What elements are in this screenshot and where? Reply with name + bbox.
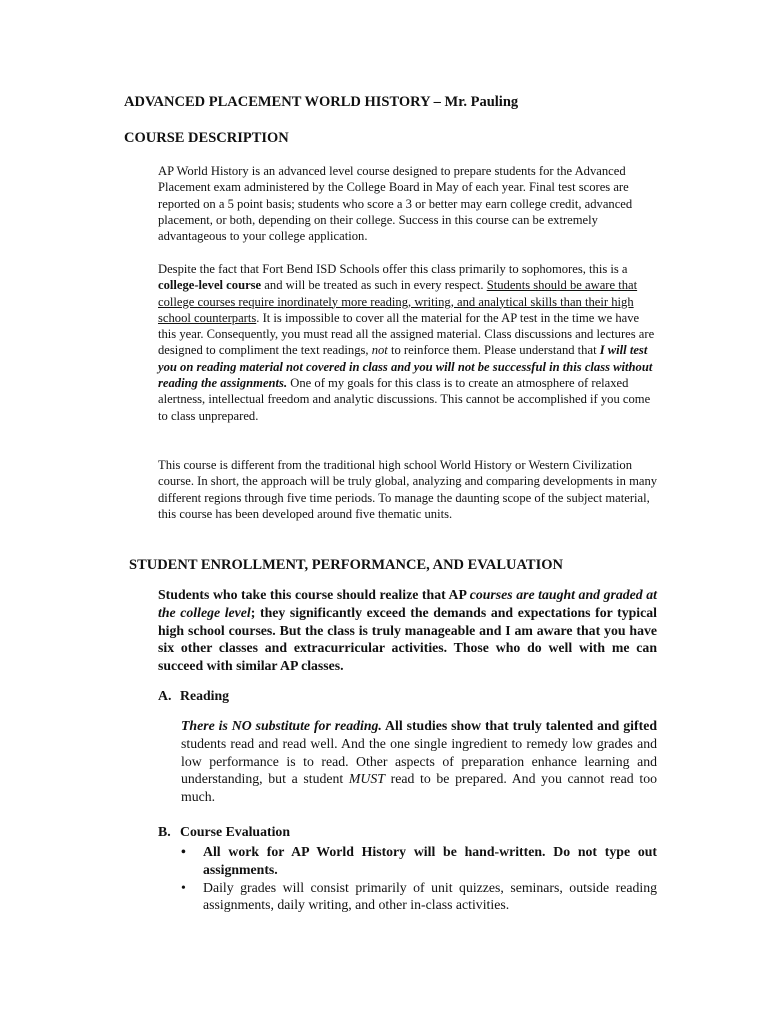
text-run: and will be treated as such in every respect. bbox=[261, 278, 487, 293]
college-level-emphasis: college-level course bbox=[158, 278, 262, 293]
no-substitute-emphasis: There is NO substitute for reading. bbox=[181, 718, 382, 733]
text-run: students read and read well. And the one single ingredient to remedy low grades and low performance is to read. Other aspects of preparation enhance learning and understanding, but a student bbox=[181, 735, 657, 787]
college-level-italic: courses are taught and graded at the college level bbox=[158, 587, 657, 620]
enrollment-intro-paragraph bbox=[158, 586, 657, 675]
bullet-text: All work for AP World History will be hand-written. Do not type out assignments. bbox=[203, 844, 657, 877]
text-run: One of my goals for this class is to create an atmosphere of relaxed alertness, intellectual freedom and analytic discussions. This cannot be accomplished if you come to class unprepared. bbox=[158, 376, 651, 423]
italic-not: not bbox=[371, 343, 388, 358]
list-item bbox=[181, 843, 657, 879]
testing-warning: I will test you on reading material not covered in class and you will not be successful in this class without reading the assignments. bbox=[158, 343, 653, 391]
evaluation-letter: B. bbox=[158, 824, 171, 839]
bullet-icon: • bbox=[181, 879, 186, 895]
underlined-statement: Students should be aware that college courses require inordinately more reading, writing, and analytical skills than their high school counterparts bbox=[158, 278, 638, 325]
course-description-paragraph-2 bbox=[158, 261, 658, 424]
reading-paragraph bbox=[181, 717, 657, 806]
must-italic: MUST bbox=[348, 771, 385, 787]
text-run: to reinforce them. Please understand that bbox=[387, 343, 600, 358]
text-run: Despite the fact that Fort Bend ISD Schools offer this class primarily to sophomores, this is a bbox=[158, 262, 628, 276]
evaluation-label: Course Evaluation bbox=[180, 824, 291, 839]
text-run: ; they significantly exceed the demands and expectations for typical high school courses. But the class is truly manageable and I am aware that you have six other classes and extracurricular activities. Those who do well with me can succeed with similar AP classes. bbox=[158, 604, 657, 674]
bullet-text: Daily grades will consist primarily of unit quizzes, seminars, outside reading assignments, daily writing, and other in-class activities. bbox=[203, 879, 657, 913]
course-evaluation-subheading bbox=[158, 824, 290, 840]
evaluation-bullet-list bbox=[181, 843, 657, 914]
reading-letter: A. bbox=[158, 688, 172, 703]
text-run: . It is impossible to cover all the material for the AP test in the time we have this year. Consequently, you must read all the assigned material. Class discussions and lectures are designed to compliment the text readings, bbox=[158, 310, 655, 358]
course-description-paragraph-3: This course is different from the traditional high school World History or Western Civilization course. In short, the approach will be truly global, analyzing and comparing developments in many different regions through five time periods. To manage the daunting scope of the subject material, this course has been developed around five thematic units. bbox=[158, 458, 658, 521]
talented-gifted-emphasis: All studies show that truly talented and gifted bbox=[381, 718, 657, 733]
enrollment-heading: STUDENT ENROLLMENT, PERFORMANCE, AND EVALUATION bbox=[129, 557, 563, 573]
document-title: ADVANCED PLACEMENT WORLD HISTORY – Mr. Pauling bbox=[124, 94, 519, 110]
reading-label: Reading bbox=[180, 688, 230, 703]
course-description-paragraph-1: AP World History is an advanced level course designed to prepare students for the Advanced Placement exam administered by the College Board in May of each year. Final test scores are reported on a 5 point basis; students who score a 3 or better may earn college credit, advanced placement, or both, depending on their college. Success in this course can be extremely advantageous to your college application. bbox=[158, 164, 633, 244]
reading-subheading bbox=[158, 688, 229, 704]
text-run: Students who take this course should realize that AP bbox=[158, 587, 470, 602]
bullet-icon: • bbox=[181, 844, 186, 859]
text-run: read to be prepared. And you cannot read too much. bbox=[181, 771, 657, 805]
list-item bbox=[181, 879, 657, 915]
course-description-heading: COURSE DESCRIPTION bbox=[124, 130, 289, 146]
